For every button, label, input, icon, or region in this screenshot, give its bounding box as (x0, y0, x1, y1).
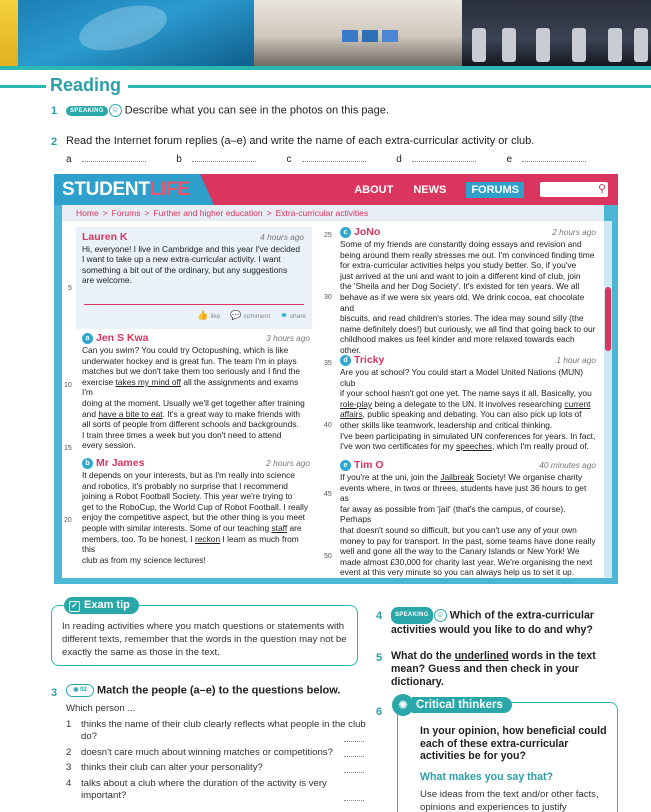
line-number: 30 (324, 294, 332, 301)
q3-text: Match the people (a–e) to the questions below. (97, 684, 341, 697)
post-tim: e Tim O 40 minutes ago If you're at the uni, join the Jailbreak Society! We organise charity events where, in twos or threes, students have just 36 hours to get as far away as possible from 'jail' (that's the campus, of course). Perhaps that doesn't sound so difficult, but you can't use any of your own money to pay for transport. In the past, some teams have done really well and gone all the way to the Canary Islands or New York! We made almost £30,000 for charity last year. We're organising the next event at this very minute so you can always help us to set it up. (340, 459, 596, 578)
search-input[interactable] (540, 182, 608, 197)
q6-sub: What makes you say that? (420, 771, 554, 783)
speaking-badge: SPEAKING (66, 106, 108, 116)
post-jono: c JoNo 2 hours ago Some of my friends are constantly doing essays and revision and being around them really stresses me out. I'm convinced finding time for extra-curricular activities helps you study better. So, if you've just arrived at the uni and want to join a different kind of club, join the 'Sheila and her Dog Society'. It's existed for ten years. We all behave as if we were six years old. We drink cocoa, eat chocolate and biscuits, and read children's stories. The idea may sound silly (the name definitely does!) but curiously, we all find that going back to our childhood makes us feel kinder and more relaxed towards each other. (340, 226, 596, 355)
answer-gap[interactable] (344, 756, 364, 757)
line-number: 25 (324, 232, 332, 239)
photo-robot-football (462, 0, 651, 66)
thumbs-up-icon: 👍 (197, 310, 209, 320)
line-number: 50 (324, 553, 332, 560)
answer-gaps (66, 154, 586, 165)
breadcrumb-home[interactable]: Home (76, 208, 99, 218)
breadcrumb-extra-curricular[interactable]: Extra-curricular activities (275, 208, 369, 218)
q4-text: Which of the extra-curricular activities would you like to do and why? (391, 609, 594, 636)
search-icon[interactable]: ⚲ (597, 183, 606, 195)
photo-strip (0, 0, 651, 66)
speaking-icon: ☺ (434, 609, 447, 622)
answer-gap[interactable] (344, 800, 364, 801)
answer-gap[interactable] (344, 772, 364, 773)
top-stripe (0, 66, 651, 70)
speaking-icon: ☺ (109, 104, 122, 117)
q4 (391, 607, 626, 637)
critical-thinkers-label: ✺ Critical thinkers (392, 694, 512, 716)
q1 (66, 104, 389, 117)
poster-name[interactable]: Mr James (96, 457, 145, 470)
poster-name[interactable]: Tricky (354, 354, 385, 367)
breadcrumb: Home > Forums > Further and higher education > Extra-curricular activities (62, 205, 604, 221)
forum-content (62, 205, 604, 578)
forum-logo[interactable]: STUDENTLIFE (54, 174, 214, 205)
q2-number: 2 (51, 136, 58, 148)
post-james: b Mr James 2 hours ago It depends on your interests, but as I'm really into science and robotics, it's probably no surprise that I recommend joining a Robot Football Society. This year we're trying to get to the RoboCup, the World Cup of Robot Football. I really enjoy the competitive aspect, but the other thing is you meet people with similar interests. Some of our teaching staff are members, too. To be honest, I reckon I learn as much from this club as from my science lectures! (82, 457, 310, 565)
q3-list: Which person ... 1 thinks the name of their club clearly reflects what people in the club do? 2 doesn't care much about winning matches or competitions? 3 thinks their club can alter your personality? 4 talks about a club where the duration of the activity is very important? (66, 703, 366, 801)
line-number: 35 (324, 360, 332, 367)
poster-name[interactable]: Tim O (354, 459, 384, 472)
list-item: 3 thinks their club can alter your personality? (66, 762, 366, 775)
post-time: 4 hours ago (260, 232, 304, 242)
list-item: 4 talks about a club where the duration of the activity is very important? (66, 778, 366, 803)
breadcrumb-further-education[interactable]: Further and higher education (153, 208, 263, 218)
comment-button[interactable]: 💬 comment (230, 310, 271, 320)
like-button[interactable]: 👍 like (197, 310, 221, 320)
section-heading: Reading (50, 75, 122, 95)
line-number: 10 (64, 382, 72, 389)
line-number: 5 (68, 285, 72, 292)
photo-yellow-lockers (0, 0, 18, 66)
line-number: 20 (64, 517, 72, 524)
share-icon: ⚭ (280, 310, 288, 320)
exam-tip-box: In reading activities where you match questions or statements with different texts, remember that the words in the question may not be exactly the same as those in the text. (51, 605, 358, 666)
photo-model-un-students (254, 0, 462, 66)
gap-e[interactable]: e (506, 154, 586, 165)
nav-about[interactable]: ABOUT (354, 183, 394, 196)
q5: What do the underlined words in the text mean? Guess and then check in your dictionary. (391, 650, 596, 688)
gap-d[interactable]: d (396, 154, 476, 165)
gap-a[interactable]: a (66, 154, 146, 165)
q3-number: 3 (51, 687, 58, 699)
checkmark-icon: ✓ (69, 601, 80, 612)
forum-window (54, 174, 618, 584)
list-item: 1 thinks the name of their club clearly reflects what people in the club do? (66, 718, 366, 742)
poster-name[interactable]: Jen S Kwa (96, 332, 149, 345)
gap-b[interactable]: b (176, 154, 256, 165)
poster-name[interactable]: JoNo (354, 226, 381, 239)
post-lauren: Lauren K 4 hours ago Hi, everyone! I live in Cambridge and this year I've decided I want to take up a new extra-curricular activity. I want something a bit out of the ordinary, but any suggestions are welcome. 👍 like 💬 comment ⚭ share (76, 227, 312, 329)
nav-news[interactable]: NEWS (413, 183, 447, 196)
q1-number: 1 (51, 105, 58, 117)
line-number: 45 (324, 491, 332, 498)
line-number: 40 (324, 422, 332, 429)
q5-number: 5 (376, 652, 383, 664)
forum-header (54, 174, 618, 205)
nav-forums[interactable]: FORUMS (466, 182, 524, 198)
q2-text: Read the Internet forum replies (a–e) and write the name of each extra-curricular activity or club. (66, 135, 535, 147)
q6-body: Use ideas from the text and/or other facts, opinions and experiences to justify (420, 789, 599, 812)
post-tricky: d Tricky 1 hour ago Are you at school? You could start a Model United Nations (MUN) club if your school hasn't got one yet. The name says it all. Basically, you role-play being a delegate to the UN. It involves researching current affairs, public speaking and debating. You can also pick up lots of other skills like teamwork, leadership and critical thinking. I've been participating in simulated UN conferences for years. In fact, I've won two certificates for my speeches, which I'm really proud of. (340, 354, 596, 452)
breadcrumb-forums[interactable]: Forums (111, 208, 141, 218)
photo-underwater-swimmer (18, 0, 254, 66)
line-number: 15 (64, 445, 72, 452)
comment-icon: 💬 (230, 310, 242, 320)
brain-icon: ✺ (392, 694, 414, 716)
q6-question: In your opinion, how beneficial could each of these extra-curricular activities be for you? (420, 725, 607, 762)
list-item: 2 doesn't care much about winning matches or competitions? (66, 747, 366, 760)
forum-scrollbar[interactable] (604, 221, 612, 578)
poster-name[interactable]: Lauren K (82, 231, 128, 243)
critical-thinkers-box (397, 702, 618, 812)
post-actions (76, 310, 306, 321)
q4-number: 4 (376, 610, 383, 622)
scroll-thumb[interactable] (605, 287, 611, 351)
q6-number: 6 (376, 706, 383, 718)
q1-text: Describe what you can see in the photos on this page. (124, 104, 389, 117)
speaking-badge: SPEAKING (391, 607, 433, 624)
gap-c[interactable]: c (287, 154, 366, 165)
forum-nav (214, 174, 618, 205)
q3 (66, 684, 340, 697)
exam-tip-label: ✓ Exam tip (64, 597, 139, 614)
answer-gap[interactable] (344, 741, 364, 742)
audio-track-icon[interactable]: ◉ 02 (66, 684, 94, 697)
post-jen: a Jen S Kwa 3 hours ago Can you swim? You could try Octopushing, which is like underwater hockey and is great fun. The team I'm in plays matches but we don't take them too seriously and I find the exercise takes my mind off all the assignments and exams I'm doing at the moment. Usually we'll get together after training and have a bite to eat. It's a great way to make friends with all sorts of people from different schools and backgrounds. I train three times a week but you don't need to attend every session. (82, 332, 310, 451)
share-button[interactable]: ⚭ share (280, 310, 306, 320)
